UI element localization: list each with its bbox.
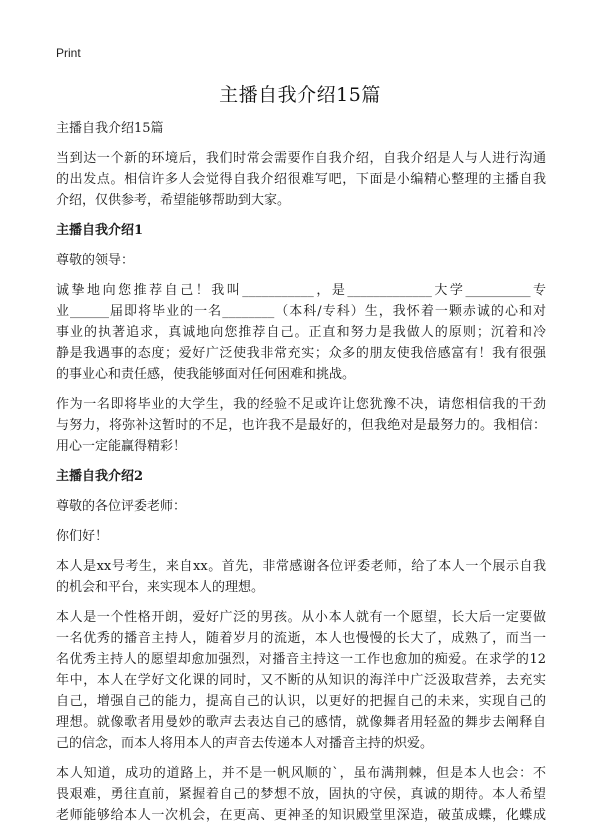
section-heading-2: 主播自我介绍2: [56, 469, 144, 484]
text-line: 老师能够给本人一次机会，在更高、更神圣的知识殿堂里深造，破茧成蝶，化蝶成: [56, 808, 546, 823]
text-line: 静是我遇事的态度；爱好广泛使我非常充实；众多的朋友使我倍感富有！我有很强: [56, 346, 546, 361]
text-line: 介绍，仅供参考，希望能够帮助到大家。: [56, 193, 291, 208]
text-line: 诚挚地向您推荐自己！我叫___________，是_____________大学__________专: [56, 283, 546, 298]
hello-text: 你们好！: [56, 529, 109, 544]
text-line: 本人是xx号考生，来自xx。首先，非常感谢各位评委老师，给了本人一个展示自我: [56, 559, 546, 574]
section1-paragraph-1: [56, 280, 546, 385]
section-heading-1: 主播自我介绍1: [56, 223, 144, 238]
section2-paragraph-3: [56, 763, 546, 826]
section1-paragraph-2: [56, 394, 546, 457]
document-body: [56, 118, 546, 835]
text-line: 的机会和平台，来实现本人的理想。: [56, 580, 265, 595]
section2-paragraph-2: [56, 607, 546, 754]
text-line: 当到达一个新的环境后，我们时常会需要作自我介绍，自我介绍是人与人进行沟通: [56, 151, 546, 166]
greeting-text: 尊敬的各位评委老师：: [56, 499, 187, 514]
text-line: 理想。就像歌者用曼妙的歌声去表达自己的感情，就像舞者用轻盈的舞步去阐释自: [56, 715, 546, 730]
text-line: 名优秀主持人的愿望却愈加强烈，对播音主持这一工作也愈加的痴爱。在求学的12: [56, 652, 546, 667]
text-line: 的出发点。相信许多人会觉得自我介绍很难写吧，下面是小编精心整理的主播自我: [56, 172, 546, 187]
text-line: 事业的执著追求，真诚地向您推荐自己。正直和努力是我做人的原则；沉着和冷: [56, 325, 546, 340]
text-line: 的事业心和责任感，使我能够面对任何困难和挑战。: [56, 367, 356, 382]
text-line: 作为一名即将毕业的大学生，我的经验不足或许让您犹豫不决，请您相信我的干劲: [56, 397, 546, 412]
text-line: 本人是一个性格开朗，爱好广泛的男孩。从小本人就有一个愿望，长大后一定要做: [56, 610, 546, 625]
text-line: 自己，增强自己的能力，提高自己的认识，以更好的把握自己的未来，实现自己的: [56, 694, 546, 709]
print-label[interactable]: Print: [56, 46, 81, 60]
section2-paragraph-1: [56, 556, 546, 598]
text-line: 用心一定能赢得精彩！: [56, 439, 187, 454]
text-line: 己的信念，而本人将用本人的声音去传递本人对播音主持的炽爱。: [56, 736, 434, 751]
text-line: 年中，本人在学好文化课的同时，又不断的从知识的海洋中广泛汲取营养，去充实: [56, 673, 546, 688]
text-line: 与努力，将弥补这暂时的不足，也许我不是最好的，但我绝对是最努力的。我相信：: [56, 418, 546, 433]
document-subtitle: 主播自我介绍15篇: [56, 121, 164, 136]
text-line: 畏艰难，勇往直前，紧握着自己的梦想不放，固执的守侯，真诚的期待。本人希望: [56, 787, 546, 802]
text-line: 本人知道，成功的道路上，并不是一帆风顺的`，虽布满荆棘，但是本人也会：不: [56, 766, 546, 781]
text-line: 一名优秀的播音主持人，随着岁月的流逝，本人也慢慢的长大了，成熟了，而当一: [56, 631, 546, 646]
intro-paragraph: [56, 148, 546, 211]
greeting-text: 尊敬的领导：: [56, 253, 135, 268]
text-line: 业______届即将毕业的一名________（本科/专科）生，我怀着一颗赤诚的心和对: [56, 304, 546, 319]
document-title: 主播自我介绍15篇: [219, 84, 381, 106]
